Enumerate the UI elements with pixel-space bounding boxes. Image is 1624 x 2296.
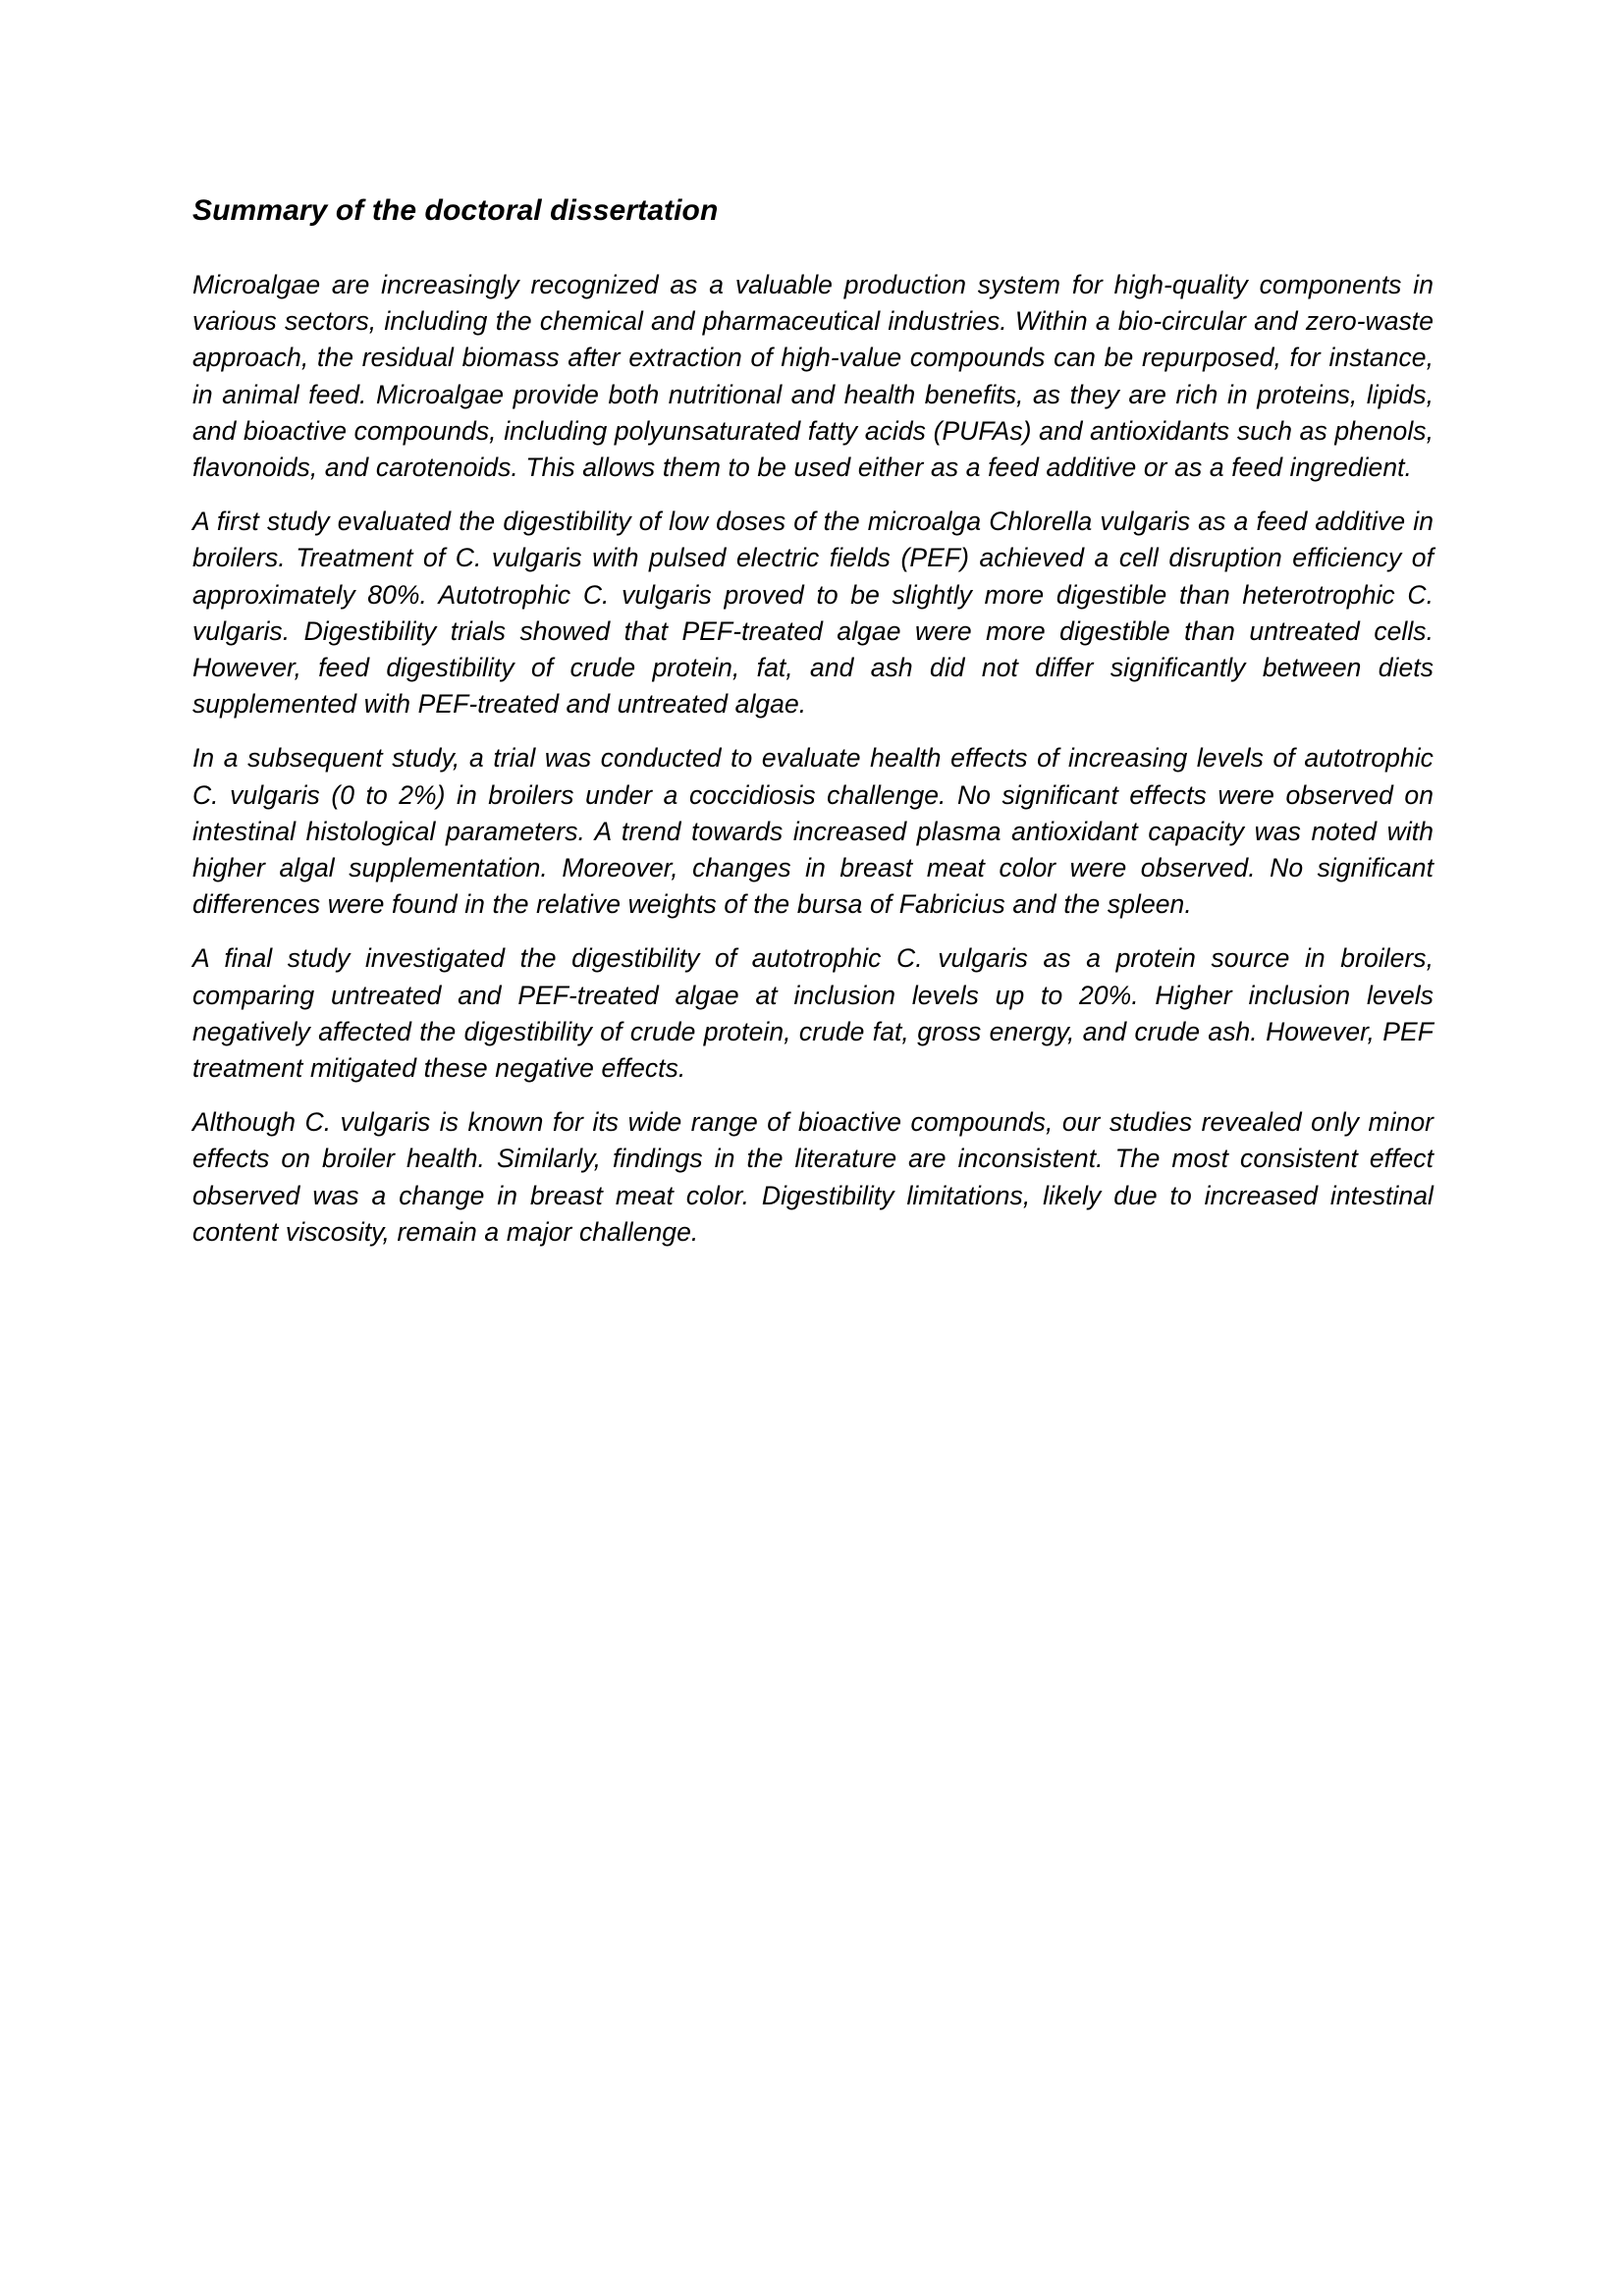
- page-title: Summary of the doctoral dissertation: [192, 194, 719, 227]
- paragraph-conclusion: Although C. vulgaris is known for its wide range of bioactive compounds, our studies revealed only minor effects on broiler health. Similarly, findings in the literature are inconsistent. The most consistent effect observed was a change in breast meat color. Digestibility limitations, likely due to increased intestinal content viscosity, remain a major challenge.: [192, 1107, 1434, 1247]
- paragraph-study-two: In a subsequent study, a trial was conducted to evaluate health effects of increasing levels of autotrophic C. vulgaris (0 to 2%) in broilers under a coccidiosis challenge. No significant effects were observed on intestinal histological parameters. A trend towards increased plasma antioxidant capacity was noted with higher algal supplementation. Moreover, changes in breast meat color were observed. No significant differences were found in the relative weights of the bursa of Fabricius and the spleen.: [192, 743, 1434, 920]
- document-body: [192, 192, 1434, 1251]
- paragraph-study-three: A final study investigated the digestibility of autotrophic C. vulgaris as a protein source in broilers, comparing untreated and PEF-treated algae at inclusion levels up to 20%. Higher inclusion levels negatively affected the digestibility of crude protein, crude fat, gross energy, and crude ash. However, PEF treatment mitigated these negative effects.: [192, 943, 1434, 1084]
- paragraph-study-one: A first study evaluated the digestibility of low doses of the microalga Chlorella vulgaris as a feed additive in broilers. Treatment of C. vulgaris with pulsed electric fields (PEF) achieved a cell disruption efficiency of approximately 80%. Autotrophic C. vulgaris proved to be slightly more digestible than heterotrophic C. vulgaris. Digestibility trials showed that PEF-treated algae were more digestible than untreated cells. However, feed digestibility of crude protein, fat, and ash did not differ significantly between diets supplemented with PEF-treated and untreated algae.: [192, 507, 1434, 720]
- paragraph-intro: Microalgae are increasingly recognized as a valuable production system for high-quality components in various sectors, including the chemical and pharmaceutical industries. Within a bio-circular and zero-waste approach, the residual biomass after extraction of high-value compounds can be repurposed, for instance, in animal feed. Microalgae provide both nutritional and health benefits, as they are rich in proteins, lipids, and bioactive compounds, including polyunsaturated fatty acids (PUFAs) and antioxidants such as phenols, flavonoids, and carotenoids. This allows them to be used either as a feed additive or as a feed ingredient.: [192, 270, 1434, 483]
